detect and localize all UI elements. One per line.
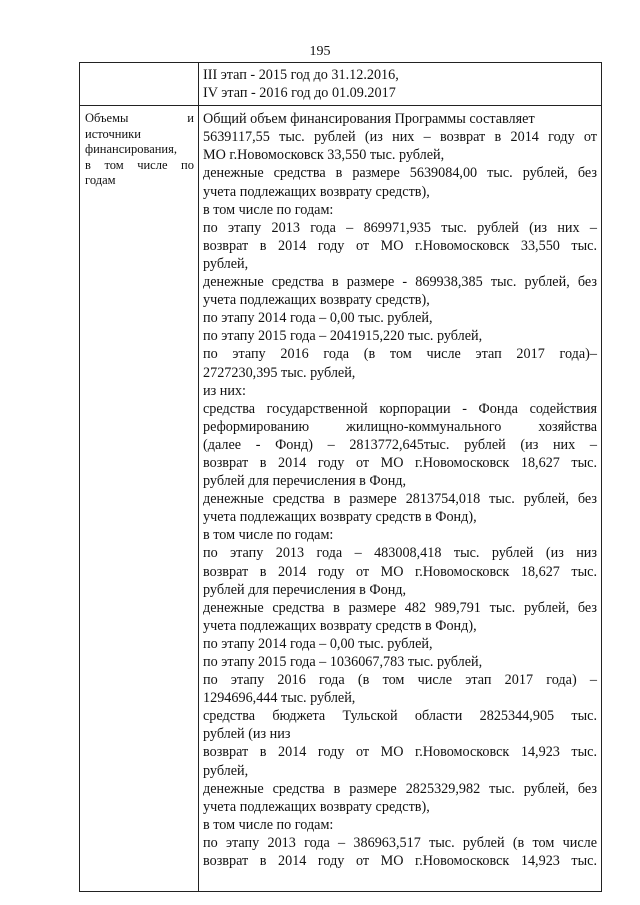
funding-text-line: Общий объем финансирования Программы составляет [203, 111, 535, 128]
program-passport-table [79, 62, 602, 892]
page-number: 195 [309, 44, 331, 59]
funding-text-line: средства государственной корпорации - Фонда содействия [203, 400, 597, 417]
funding-text-line: 1294696,444 тыс. рублей, [203, 690, 356, 707]
funding-text-line: учета подлежащих возврату средств в Фонд), [203, 509, 477, 526]
funding-text-line: возврат в 2014 году от МО г.Новомосковск 18,627 тыс. [203, 454, 597, 471]
funding-text-line: возврат в 2014 году от МО г.Новомосковск 14,923 тыс. [203, 853, 597, 870]
funding-text-line: 2727230,395 тыс. рублей, [203, 364, 356, 381]
stage-line: III этап - 2015 год до 31.12.2016, [203, 67, 399, 83]
stages-label-cell [80, 63, 199, 106]
stage-line: IV этап - 2016 год до 01.09.2017 [203, 85, 396, 102]
funding-text-line: рублей для перечисления в Фонд, [203, 581, 407, 598]
funding-text-line: по этапу 2013 года – 386963,517 тыс. рублей (в том числе [203, 834, 597, 851]
funding-text-line: (далее - Фонд) – 2813772,645тыс. рублей (из них – [203, 436, 597, 453]
funding-text-line: в том числе по годам: [203, 201, 334, 218]
funding-text-line: денежные средства в размере 2813754,018 тыс. рублей, без [203, 491, 597, 508]
funding-text-line: возврат в 2014 году от МО г.Новомосковск 33,550 тыс. [203, 237, 597, 254]
funding-text-line: реформированию жилищно-коммунального хозяйства [203, 418, 597, 435]
funding-text-line: возврат в 2014 году от МО г.Новомосковск 14,923 тыс. [203, 744, 597, 761]
funding-text-line: по этапу 2013 года – 869971,935 тыс. рублей (из них – [203, 219, 597, 236]
label-line: в том числе по [85, 157, 194, 172]
funding-text-line: МО г.Новомосковск 33,550 тыс. рублей, [203, 147, 445, 164]
label-line: годам [85, 173, 116, 188]
funding-text-line: по этапу 2016 года (в том числе этап 2017 года)– [203, 346, 597, 363]
funding-text-line: по этапу 2015 года – 2041915,220 тыс. рублей, [203, 328, 483, 345]
funding-text-line: по этапу 2013 года – 483008,418 тыс. рублей (из низ [203, 545, 597, 562]
funding-text-line: по этапу 2014 года – 0,00 тыс. рублей, [203, 310, 433, 327]
funding-text-line: учета подлежащих возврату средств), [203, 183, 430, 200]
funding-text-line: учета подлежащих возврату средств), [203, 292, 430, 309]
funding-text-line: денежные средства в размере 5639084,00 тыс. рублей, без [203, 165, 597, 182]
funding-text-line: рублей (из низ [203, 726, 291, 743]
funding-text-line: рублей, [203, 762, 249, 779]
funding-text-line: денежные средства в размере 2825329,982 тыс. рублей, без [203, 780, 597, 797]
label-line: финансирования, [85, 142, 177, 157]
funding-text-line: рублей, [203, 255, 249, 272]
funding-text-line: учета подлежащих возврату средств в Фонд), [203, 617, 477, 634]
label-line: источники [85, 126, 141, 141]
funding-text-line: в том числе по годам: [203, 816, 334, 833]
funding-text-line: по этапу 2014 года – 0,00 тыс. рублей, [203, 635, 433, 652]
funding-row [80, 106, 602, 892]
funding-text [199, 106, 601, 870]
funding-label-cell [80, 106, 199, 892]
funding-text-line: возврат в 2014 году от МО г.Новомосковск 18,627 тыс. [203, 563, 597, 580]
funding-text-line: из них: [203, 382, 246, 399]
funding-text-line: по этапу 2015 года – 1036067,783 тыс. рублей, [203, 654, 483, 670]
label-line: Объемы и [85, 111, 194, 126]
funding-text-line: в том числе по годам: [203, 527, 334, 544]
funding-text-line: рублей для перечисления в Фонд, [203, 473, 407, 490]
funding-text-line: по этапу 2016 года (в том числе этап 2017 года) – [203, 672, 597, 689]
funding-text-line: денежные средства в размере 482 989,791 тыс. рублей, без [203, 599, 597, 616]
funding-value-cell [199, 106, 602, 892]
funding-text-line: 5639117,55 тыс. рублей (из них – возврат в 2014 году от [203, 129, 597, 146]
stages-row [80, 63, 602, 106]
stages-value-cell [199, 63, 602, 106]
funding-text-line: денежные средства в размере - 869938,385 тыс. рублей, без [203, 274, 597, 291]
funding-text-line: средства бюджета Тульской области 2825344,905 тыс. [203, 708, 597, 725]
funding-text-line: учета подлежащих возврату средств), [203, 798, 430, 815]
